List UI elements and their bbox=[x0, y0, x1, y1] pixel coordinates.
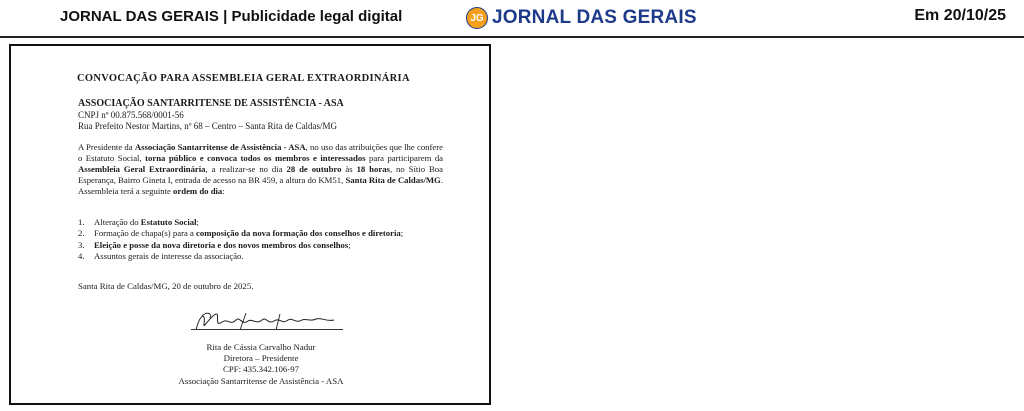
place-and-date: Santa Rita de Caldas/MG, 20 de outubro de 2025. bbox=[78, 281, 254, 291]
signer-name: Rita de Cássia Carvalho Nadur bbox=[206, 342, 316, 352]
signer-role: Diretora – Presidente bbox=[223, 353, 299, 364]
handwritten-signature bbox=[176, 310, 346, 334]
agenda-list bbox=[78, 217, 448, 262]
organization-name: ASSOCIAÇÃO SANTARRITENSE DE ASSISTÊNCIA - ASA bbox=[78, 98, 344, 109]
signer-organization: Associação Santarritense de Assistência - ASA bbox=[178, 375, 344, 386]
agenda-item: 1. Alteração do Estatuto Social; bbox=[78, 217, 199, 227]
notice-paragraph: A Presidente da Associação Santarritense de Assistência - ASA, no uso das atribuições que lhe confere o Estatuto Social, torna público e convoca todos os membros e interessados para participarem da Assembleia Geral Extraordinária, a realizar-se no dia 28 de outubro às 18 horas, no Sítio Boa Esperança, Bairro Gineta I, entrada de acesso na BR 459, a altura do KM51, Santa Rita de Caldas/MG. Assembleia terá a seguinte ordem do dia: bbox=[78, 142, 444, 196]
publication-date: Em 20/10/25 bbox=[914, 7, 1006, 24]
logo-badge-icon: JG bbox=[466, 7, 488, 29]
brand-logo-group bbox=[466, 5, 697, 31]
page-header bbox=[0, 0, 1024, 36]
signer-cpf: CPF: 435.342.106-97 bbox=[222, 364, 299, 375]
header-title: JORNAL DAS GERAIS | Publicidade legal digital bbox=[60, 8, 403, 25]
header-divider bbox=[0, 36, 1024, 38]
organization-address: Rua Prefeito Nestor Martins, nº 68 – Centro – Santa Rita de Caldas/MG bbox=[78, 121, 338, 131]
agenda-item: 3. Eleição e posse da nova diretoria e dos novos membros dos conselhos; bbox=[78, 239, 351, 250]
signer-block bbox=[161, 342, 361, 387]
agenda-item: 2. Formação de chapa(s) para a composição da nova formação dos conselhos e diretoria; bbox=[78, 228, 404, 239]
organization-cnpj: CNPJ nº 00.875.568/0001-56 bbox=[78, 110, 184, 120]
agenda-item: 4. Assuntos gerais de interesse da associação. bbox=[78, 250, 244, 261]
legal-notice-document bbox=[9, 44, 491, 405]
brand-name: JORNAL DAS GERAIS bbox=[492, 7, 697, 28]
signature-line bbox=[191, 329, 343, 330]
notice-title: CONVOCAÇÃO PARA ASSEMBLEIA GERAL EXTRAORDINÁRIA bbox=[77, 73, 410, 84]
